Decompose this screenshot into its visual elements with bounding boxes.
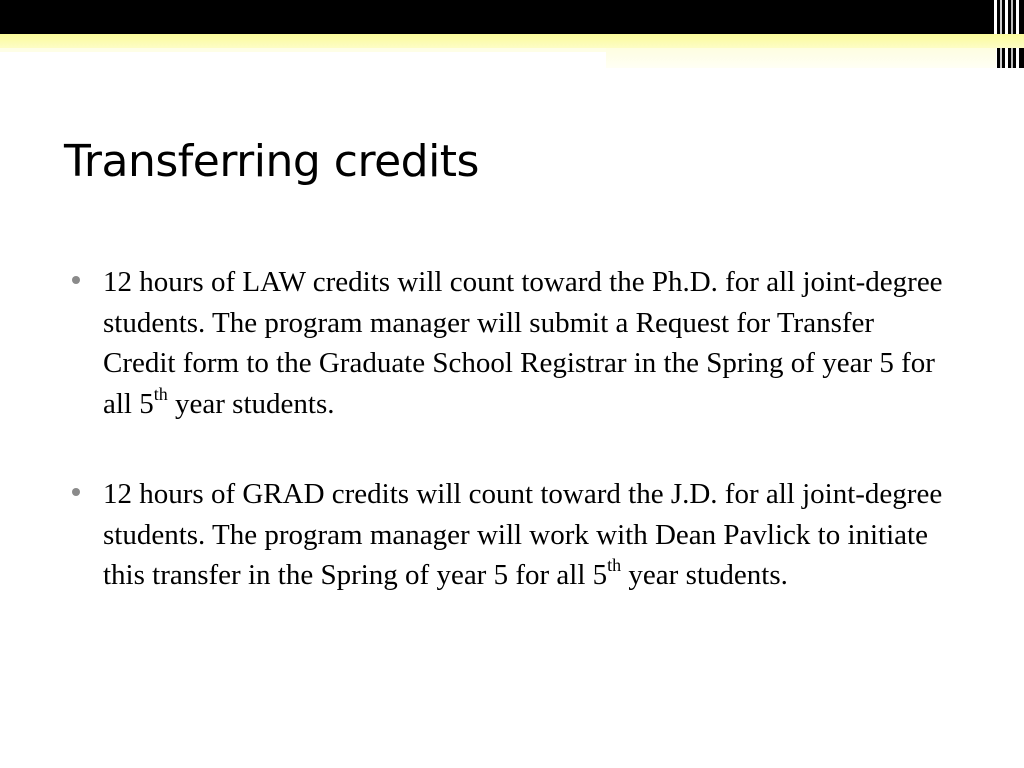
ordinal-suffix: th xyxy=(153,383,168,404)
bullet-text-end: year students. xyxy=(621,559,788,591)
bullet-list xyxy=(72,262,952,646)
yellow-accent-fade-right xyxy=(606,48,996,68)
yellow-accent-fade-left xyxy=(0,48,606,52)
ordinal-suffix: th xyxy=(607,555,622,576)
bullet-dot-icon xyxy=(72,488,80,496)
slide-title: Transferring credits xyxy=(64,136,479,187)
yellow-accent-band xyxy=(0,34,1024,48)
bullet-dot-icon xyxy=(72,276,80,284)
bullet-item xyxy=(72,262,952,424)
bullet-text: 12 hours of GRAD credits will count toward the J.D. for all joint-degree students. The program manager will work with Dean Pavlick to initiate this transfer in the Spring of year 5 for all 5 xyxy=(103,478,943,591)
bullet-text-end: year students. xyxy=(167,387,335,420)
bullet-item xyxy=(72,474,952,596)
bullet-text: 12 hours of LAW credits will count toward the Ph.D. for all joint-degree students. The program manager will submit a Request for Transfer Credit form to the Graduate School Registrar in the Spring of year 5 for all 5 xyxy=(103,266,943,420)
top-header-bar xyxy=(0,0,1024,34)
